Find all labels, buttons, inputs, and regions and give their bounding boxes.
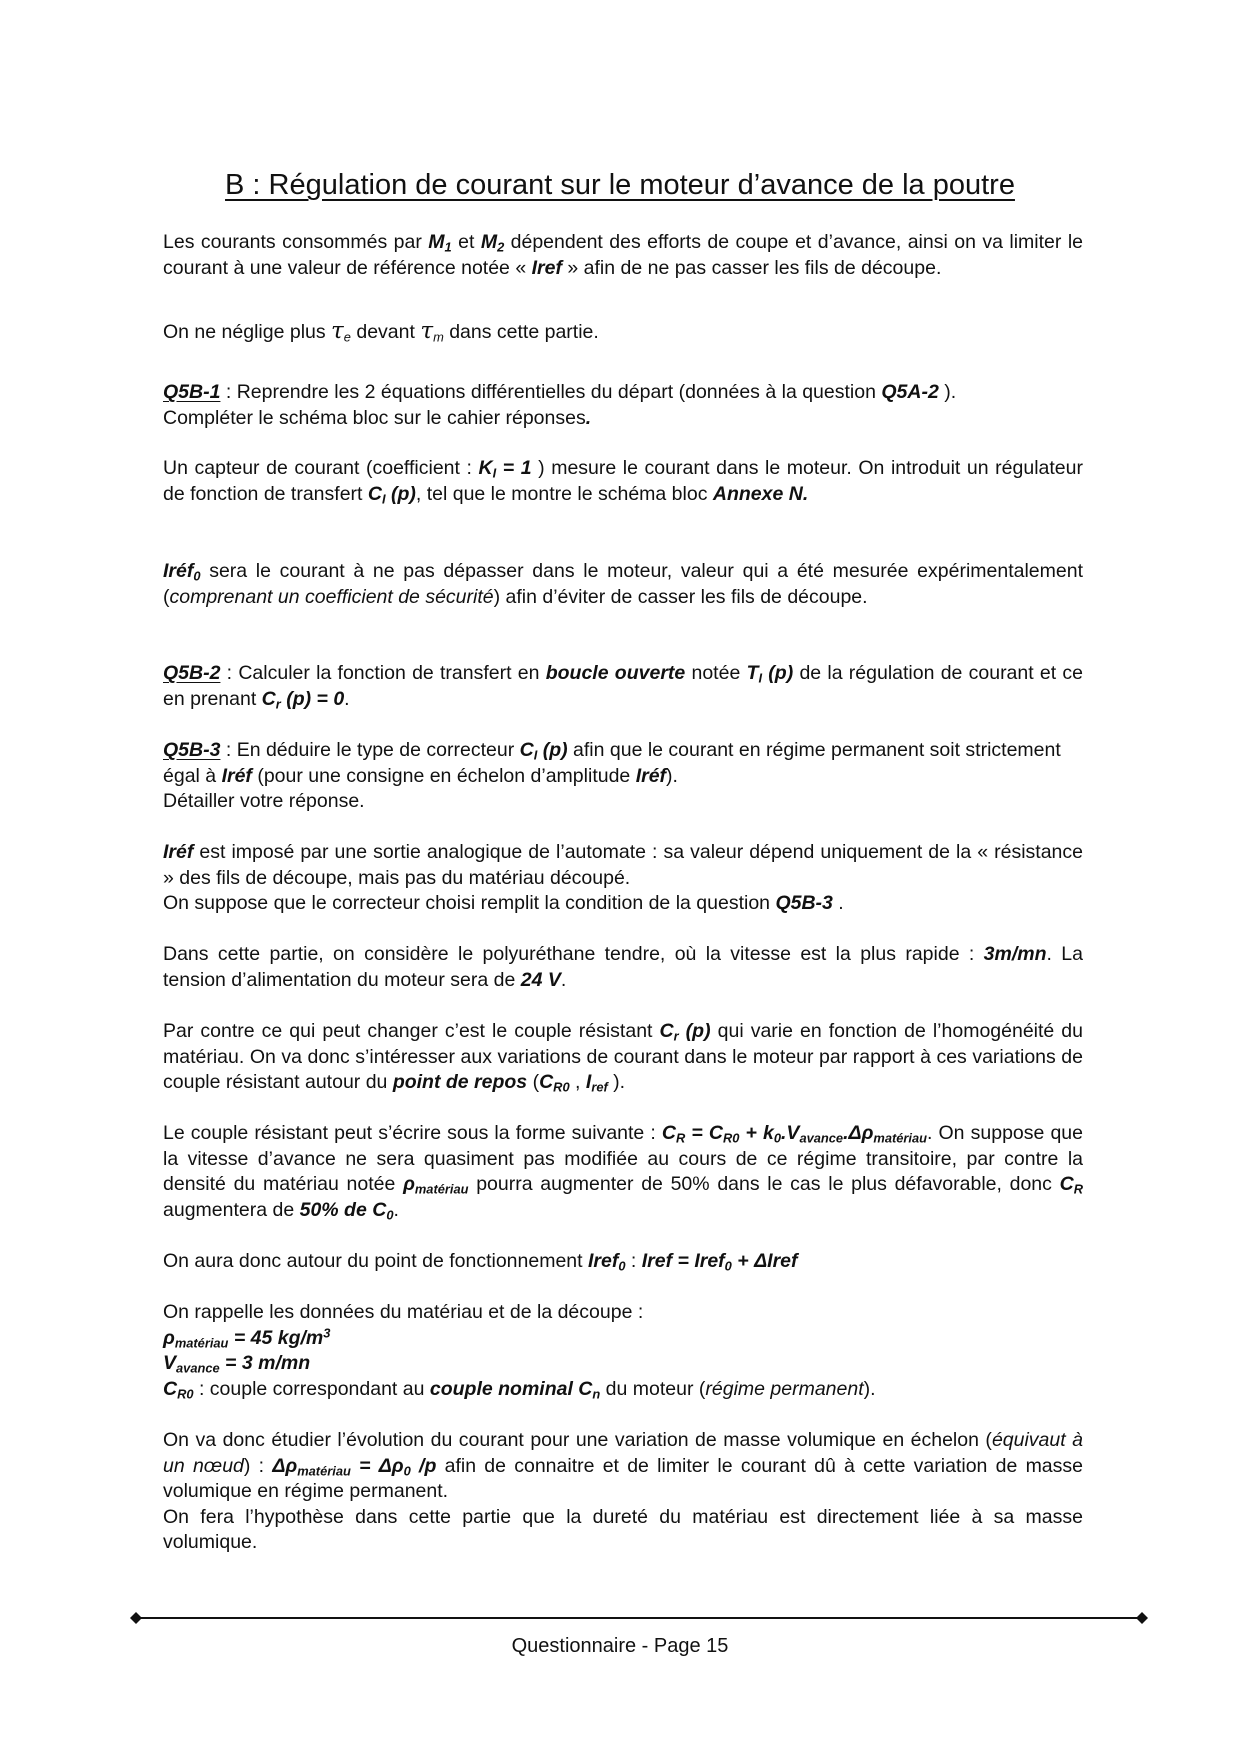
tau-e-symbol: τ: [331, 318, 344, 344]
question-q5b3: Q5B-3 : En déduire le type de correcteur $C_I$ (p) afin que le courant en régime permanent soit strictement égal à Iréf (pour une consigne en échelon d’amplitude Iréf). Détailler votre réponse.: [163, 739, 1061, 812]
q5b2-label: Q5B-2: [163, 662, 221, 684]
page-footer: Questionnaire - Page 15: [511, 1635, 729, 1657]
iref0-paragraph: Iréf$_0$ sera le courant à ne pas dépasser dans le moteur, valeur qui a été mesurée expérimentalement (comprenant un coefficient de sécurité) afin d’éviter de casser les fils de découpe.: [163, 560, 1083, 608]
capteur-paragraph: Un capteur de courant (coefficient : $K_I = 1$ ) mesure le courant dans le moteur. On introduit un régulateur de fonction de transfert $C_I$ (p), tel que le montre le schéma bloc Annexe N.: [163, 457, 1083, 507]
donnees-paragraph: On rappelle les données du matériau et de la découpe : $\rho_{matériau} = 45$ $kg/m^3$ $V_{avance} = 3$ m/mn $C_{R0}$ : couple correspondant au couple nominal $C_n$ du moteur (régime permanent).: [163, 1301, 876, 1402]
section-title: B : Régulation de courant sur le moteur d’avance de la poutre: [225, 169, 1015, 201]
partie-paragraph: Dans cette partie, on considère le polyuréthane tendre, où la vitesse est la plus rapide : 3m/mn. La tension d’alimentation du moteur sera de 24 V.: [163, 943, 1083, 991]
footer-rule: [0, 1610, 1240, 1626]
q5b1-label: Q5B-1: [163, 381, 221, 403]
delta-symbol: Δ: [754, 1250, 768, 1272]
intro-paragraph: Les courants consommés par $M_1$ et $M_2$ dépendent des efforts de coupe et d’avance, ainsi on va limiter le courant à une valeur de référence notée « Iref » afin de ne pas casser les fils de découpe.: [163, 231, 1083, 279]
iref-impose-paragraph: Iréf est imposé par une sortie analogique de l’automate : sa valeur dépend uniquement de la « résistance » des fils de découpe, mais pas du matériau découpé. On suppose que le correcteur choisi remplit la condition de la question Q5B-3 .: [163, 841, 1083, 914]
tau-paragraph: On ne néglige plus $\tau_e$ devant $\tau_m$ dans cette partie.: [163, 318, 599, 345]
fonctionnement-paragraph: On aura donc autour du point de fonctionnement Iref$_0$ : Iref = Iref$_0$ + ΔIref: [163, 1250, 798, 1274]
q5b3-label: Q5B-3: [163, 739, 221, 761]
tau-m-symbol: τ: [420, 318, 434, 344]
couple-paragraph: Le couple résistant peut s’écrire sous la forme suivante : $C_R = C_{R0} + k_0.V_{avance}.\Delta\rho_{matériau}$. On suppose que la vitesse d’avance ne sera quasiment pas modifiée au cours de ce régime transitoire, par contre la densité du matériau notée $\rho_{matériau}$ pourra augmenter de 50% dans le cas le plus défavorable, donc $C_R$ augmentera de 50% de $C_0$.: [163, 1122, 1083, 1223]
footer-diamond-left-icon: [130, 1612, 142, 1624]
question-q5b1: Q5B-1 : Reprendre les 2 équations différentielles du départ (données à la question Q5A-2 ). Compléter le schéma bloc sur le cahier réponses.: [163, 381, 957, 429]
footer-diamond-right-icon: [1136, 1612, 1148, 1624]
etude-paragraph: On va donc étudier l’évolution du courant pour une variation de masse volumique en échelon (équivaut à un nœud) : $\Delta\rho_{matériau} = \Delta\rho_0$ /p afin de connaitre et de limiter le courant dû à cette variation de masse volumique en régime permanent. On fera l’hypothèse dans cette partie que la dureté du matériau est directement liée à sa masse volumique.: [163, 1429, 1084, 1553]
question-q5b2: Q5B-2 : Calculer la fonction de transfert en boucle ouverte notée $T_I$ (p) de la régulation de courant et ce en prenant $C_r$ (p) = 0.: [163, 662, 1084, 712]
contre-paragraph: Par contre ce qui peut changer c’est le couple résistant $C_r$ (p) qui varie en fonction de l’homogénéité du matériau. On va donc s’intéresser aux variations de courant dans le moteur par rapport à ces variations de couple résistant autour du point de repos ($C_{R0}$ , $I_{ref}$ ).: [163, 1020, 1083, 1095]
